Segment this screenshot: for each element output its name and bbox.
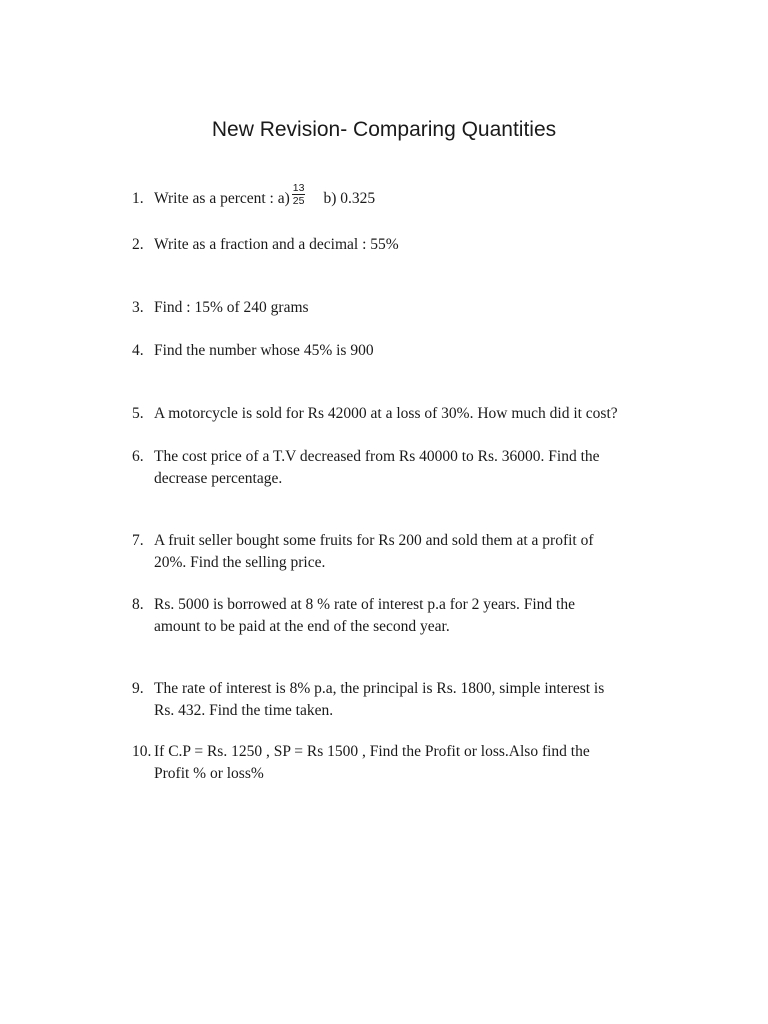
question-suffix: b) 0.325 bbox=[323, 190, 376, 207]
fraction-denominator: 25 bbox=[292, 194, 305, 207]
question-text-line-1: Rs. 5000 is borrowed at 8 % rate of interest p.a for 2 years. Find the bbox=[154, 596, 575, 613]
question-text-line-2: amount to be paid at the end of the second year. bbox=[154, 617, 450, 635]
question-text-line-2: decrease percentage. bbox=[154, 469, 283, 487]
question-text: A motorcycle is sold for Rs 42000 at a loss of 30%. How much did it cost? bbox=[154, 405, 618, 422]
question-number: 7. bbox=[132, 532, 144, 549]
question-number: 2. bbox=[132, 236, 144, 253]
question-4 bbox=[132, 340, 672, 362]
question-number: 10. bbox=[132, 743, 152, 760]
question-text-line-2: Rs. 432. Find the time taken. bbox=[154, 701, 334, 719]
question-number: 6. bbox=[132, 448, 144, 465]
question-9 bbox=[132, 678, 672, 721]
question-10 bbox=[132, 741, 672, 784]
question-text bbox=[154, 181, 672, 210]
question-text-line-1: A fruit seller bought some fruits for Rs 200 and sold them at a profit of bbox=[154, 532, 594, 549]
question-number: 9. bbox=[132, 680, 144, 697]
question-7 bbox=[132, 530, 672, 573]
fraction-numerator: 13 bbox=[292, 181, 305, 194]
question-text: Write as a fraction and a decimal : 55% bbox=[154, 236, 399, 253]
fraction bbox=[292, 182, 306, 207]
question-5 bbox=[132, 403, 692, 425]
question-text-line-1: If C.P = Rs. 1250 , SP = Rs 1500 , Find the Profit or loss.Also find the bbox=[154, 743, 590, 760]
question-number: 3. bbox=[132, 299, 144, 316]
question-text-line-1: The rate of interest is 8% p.a, the principal is Rs. 1800, simple interest is bbox=[154, 680, 605, 697]
question-8 bbox=[132, 594, 672, 637]
question-2 bbox=[132, 234, 672, 256]
question-text-line-1: The cost price of a T.V decreased from Rs 40000 to Rs. 36000. Find the bbox=[154, 448, 600, 465]
question-text: Find : 15% of 240 grams bbox=[154, 299, 309, 316]
question-text-line-2: Profit % or loss% bbox=[154, 764, 264, 782]
question-number: 5. bbox=[132, 405, 144, 422]
question-1 bbox=[132, 181, 672, 210]
question-text: Find the number whose 45% is 900 bbox=[154, 342, 374, 359]
question-number: 8. bbox=[132, 596, 144, 613]
question-3 bbox=[132, 297, 672, 319]
question-text-line-2: 20%. Find the selling price. bbox=[154, 553, 326, 571]
page-title: New Revision- Comparing Quantities bbox=[211, 118, 557, 141]
question-6 bbox=[132, 446, 672, 489]
question-number: 1. bbox=[132, 190, 144, 207]
question-prefix: Write as a percent : a) bbox=[154, 190, 290, 207]
question-number: 4. bbox=[132, 342, 144, 359]
